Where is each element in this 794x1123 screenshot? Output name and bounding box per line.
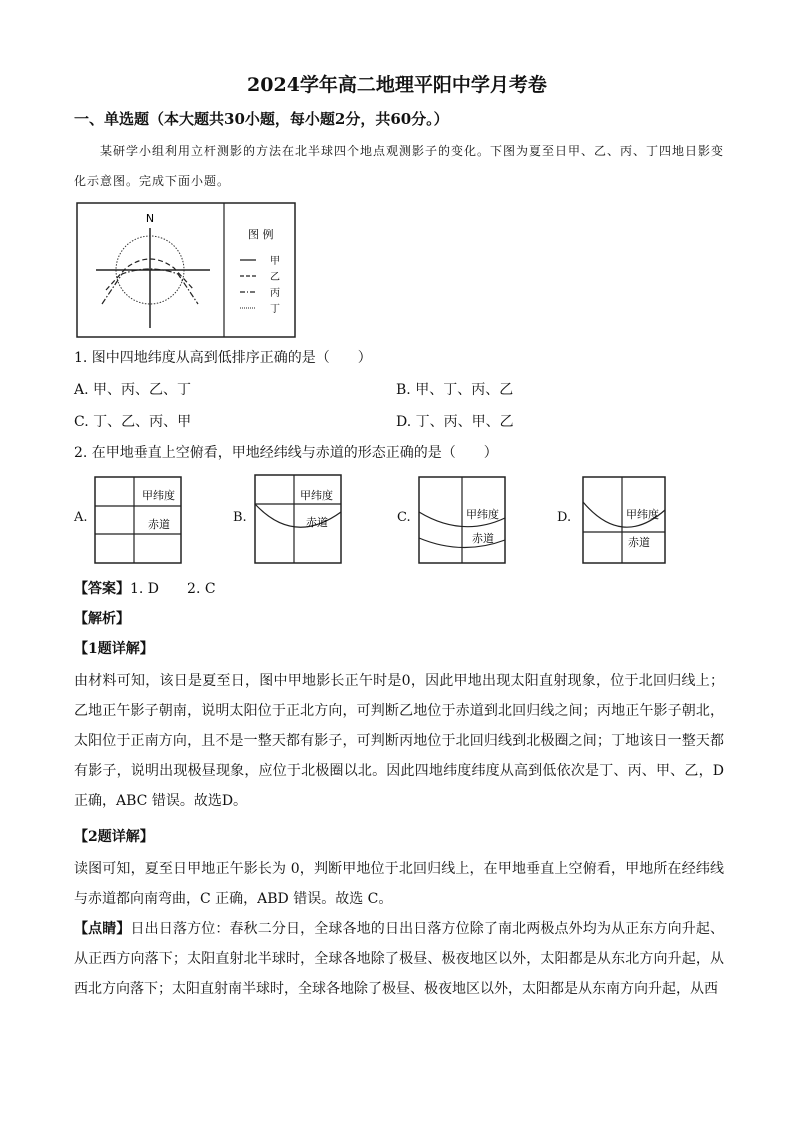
question-2-stem: 2. 在甲地垂直上空俯看，甲地经纬线与赤道的形态正确的是（ ） bbox=[74, 445, 498, 461]
q1-option-a[interactable]: A. 甲、丙、乙、丁 bbox=[74, 382, 192, 398]
legend-ding: 丁 bbox=[270, 304, 280, 315]
tip-text: 日出日落方位：春秋二分日，全球各地的日出日落方位除了南北两极点外均为从正东方向升起、从正西方向落下；太阳直射北半球时，全球各地除了极昼、极夜地区以外，太阳都是从东北方向升起，从西北方向落下；太阳直射南半球时，全球各地除了极昼、极夜地区以外，太阳都是从东南方向升起，从西 bbox=[74, 921, 725, 997]
material-text: 某研学小组利用立杆测影的方法在北半球四个地点观测影子的变化。下图为夏至日甲、乙、丙、丁四地日影变化示意图。完成下面小题。 bbox=[74, 144, 725, 188]
q2-option-d-figure[interactable] bbox=[582, 476, 666, 564]
detail2-tag: 【2题详解】 bbox=[74, 829, 154, 845]
q2-option-d-label[interactable]: D. bbox=[557, 510, 572, 525]
answer-text: 1. D 2. C bbox=[130, 581, 216, 597]
q2-option-c-label[interactable]: C. bbox=[397, 510, 411, 525]
q2c-eq-label: 赤道 bbox=[472, 532, 494, 545]
q2-option-c-figure[interactable] bbox=[418, 476, 506, 564]
q2c-lat-label: 甲纬度 bbox=[466, 508, 499, 521]
legend-bing: 丙 bbox=[270, 288, 280, 299]
legend-jia: 甲 bbox=[270, 256, 280, 267]
section-heading: 一、单选题（本大题共30小题，每小题2分，共60分。） bbox=[74, 110, 449, 128]
q2-option-b-figure[interactable] bbox=[254, 474, 342, 564]
answer-line bbox=[74, 578, 216, 598]
q1-option-d[interactable]: D. 丁、丙、甲、乙 bbox=[396, 414, 514, 430]
q2b-lat-label: 甲纬度 bbox=[300, 489, 333, 502]
analysis-tag: 【解析】 bbox=[74, 611, 130, 627]
q2d-lat-label: 甲纬度 bbox=[626, 508, 659, 521]
answer-tag: 【答案】 bbox=[74, 581, 130, 597]
q1-option-c[interactable]: C. 丁、乙、丙、甲 bbox=[74, 414, 192, 430]
q1-option-b[interactable]: B. 甲、丁、丙、乙 bbox=[396, 382, 514, 398]
q2d-eq-label: 赤道 bbox=[628, 536, 650, 549]
q2a-eq-label: 赤道 bbox=[148, 518, 170, 531]
detail1-text: 由材料可知，该日是夏至日，图中甲地影长正午时是0，因此甲地出现太阳直射现象，位于北回归线上；乙地正午影子朝南，说明太阳位于正北方向，可判断乙地位于赤道到北回归线之间；丙地正午影子朝北，太阳位于正南方向，且不是一整天都有影子，可判断丙地位于北回归线到北极圈之间；丁地该日一整天都有影子，说明出现极昼现象，应位于北极圈以北。因此四地纬度纬度从高到低依次是丁、丙、甲、乙，D正确，ABC 错误。故选D。 bbox=[74, 673, 724, 809]
tip-tag: 【点睛】 bbox=[74, 921, 131, 937]
q2a-lat-label: 甲纬度 bbox=[142, 489, 175, 502]
north-label: N bbox=[145, 212, 155, 225]
page-title: 2024学年高二地理平阳中学月考卷 bbox=[247, 74, 547, 96]
legend-title: 图 例 bbox=[248, 228, 274, 241]
q2-option-a-label[interactable]: A. bbox=[74, 510, 88, 525]
question-1-stem: 1. 图中四地纬度从高到低排序正确的是（ ） bbox=[74, 350, 372, 366]
q2-option-a-figure[interactable] bbox=[94, 476, 182, 564]
detail2-text: 读图可知，夏至日甲地正午影长为 0，判断甲地位于北回归线上，在甲地垂直上空俯看，甲地所在经纬线与赤道都向南弯曲，C 正确，ABD 错误。故选 C。 bbox=[74, 861, 724, 907]
shadow-diagram bbox=[76, 202, 296, 338]
q2b-eq-label: 赤道 bbox=[306, 516, 328, 529]
q2-option-b-label[interactable]: B. bbox=[233, 510, 247, 525]
q2b-curve bbox=[255, 504, 341, 527]
legend-yi: 乙 bbox=[270, 272, 280, 283]
detail1-tag: 【1题详解】 bbox=[74, 641, 154, 657]
tip-paragraph bbox=[74, 914, 724, 1004]
